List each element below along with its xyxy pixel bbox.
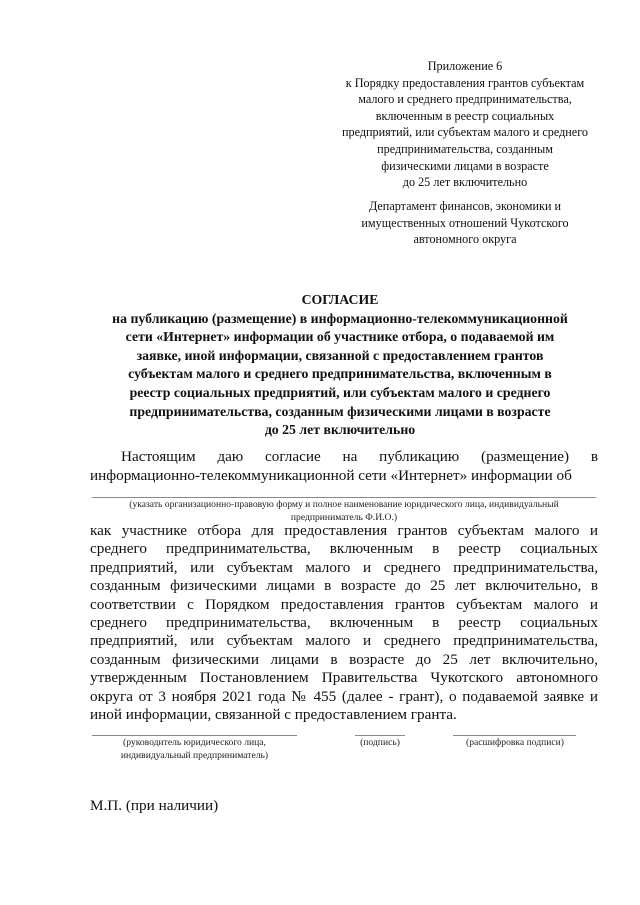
addressee-department [330, 198, 600, 248]
head-signature-line [92, 735, 297, 736]
appendix-header [330, 58, 600, 191]
department-line: Департамент финансов, экономики и [368, 199, 562, 213]
body-line: как участнике отбора для предоставления грантов субъектам малого и [90, 522, 598, 539]
appendix-line: физическими лицами в возрасте [381, 158, 549, 173]
title-line: заявке, иной информации, связанной с предоставлением грантов [136, 347, 544, 363]
title-line: предпринимательства, созданным физическими лицами в возрасте [129, 403, 551, 419]
body-line: предприятий, или субъектам малого и среднего предпринимательства, [90, 632, 598, 650]
hint-line: (указать организационно-правовую форму и полное наименование юридического лица, индивидуальный [129, 499, 559, 510]
appendix-line: включенным в реестр социальных [375, 108, 555, 123]
consent-line: информационно-телекоммуникационной сети «Интернет» информации об [90, 466, 572, 484]
body-line: созданным физическими лицами в возрасте до 25 лет включительно, [90, 650, 598, 668]
signature-caption: (подпись) [360, 737, 400, 748]
title-line: реестр социальных предприятий, или субъектам малого и среднего [129, 384, 551, 400]
appendix-line: предприятий, или субъектам малого и среднего [341, 125, 589, 140]
title-line: субъектам малого и среднего предпринимательства, включенным в [128, 366, 552, 382]
title-line: до 25 лет включительно [264, 422, 416, 438]
appendix-line: к Порядку предоставления грантов субъектам [345, 75, 585, 90]
body-line: среднего предпринимательства, включенным в реестр социальных [90, 540, 598, 558]
head-caption [92, 737, 297, 762]
head-caption-line: (руководитель юридического лица, [123, 737, 266, 748]
appendix-line: до 25 лет включительно [402, 175, 528, 190]
body-line: среднего предпринимательства, включенным в реестр социальных [90, 614, 598, 632]
organization-fill-line [92, 497, 596, 498]
head-caption-line: индивидуальный предприниматель) [120, 749, 269, 761]
body-line-last: иной информации, связанной с предоставлением гранта. [90, 706, 457, 724]
department-line: автономного округа [413, 232, 517, 247]
appendix-line: малого и среднего предпринимательства, [358, 92, 572, 107]
body-line: округа от 3 ноября 2021 года № 455 (далее - грант), о подаваемой заявке и [90, 687, 598, 705]
title-line: сети «Интернет» информации об участнике отбора, о подаваемой им [125, 329, 555, 345]
body-line: соответствии с Порядком предоставления грантов субъектам малого и [90, 595, 598, 613]
consent-paragraph [90, 448, 598, 485]
body-line: утвержденным Постановлением Правительства Чукотского автономного [90, 669, 598, 687]
body-paragraph [90, 522, 598, 724]
consent-line: Настоящим даю согласие на публикацию (размещение) в [121, 448, 598, 465]
document-title [70, 291, 610, 440]
department-line: имущественных отношений Чукотского [361, 215, 569, 230]
appendix-line: предпринимательства, созданным [377, 141, 553, 156]
body-line: созданным физическими лицами в возрасте до 25 лет включительно, в [90, 577, 598, 595]
signature-line [355, 735, 405, 736]
organization-hint [92, 499, 596, 524]
title-line: на публикацию (размещение) в информационно-телекоммуникационной [112, 310, 568, 326]
stamp-label: М.П. (при наличии) [90, 797, 219, 814]
body-line: предприятий, или субъектам малого и среднего предпринимательства, [90, 558, 598, 576]
title-heading: СОГЛАСИЕ [301, 292, 379, 307]
signature-decode-line [453, 735, 576, 736]
appendix-line: Приложение 6 [427, 59, 503, 73]
signature-decode-caption: (расшифровка подписи) [466, 737, 564, 748]
hint-line: предприниматель Ф.И.О.) [290, 511, 398, 523]
